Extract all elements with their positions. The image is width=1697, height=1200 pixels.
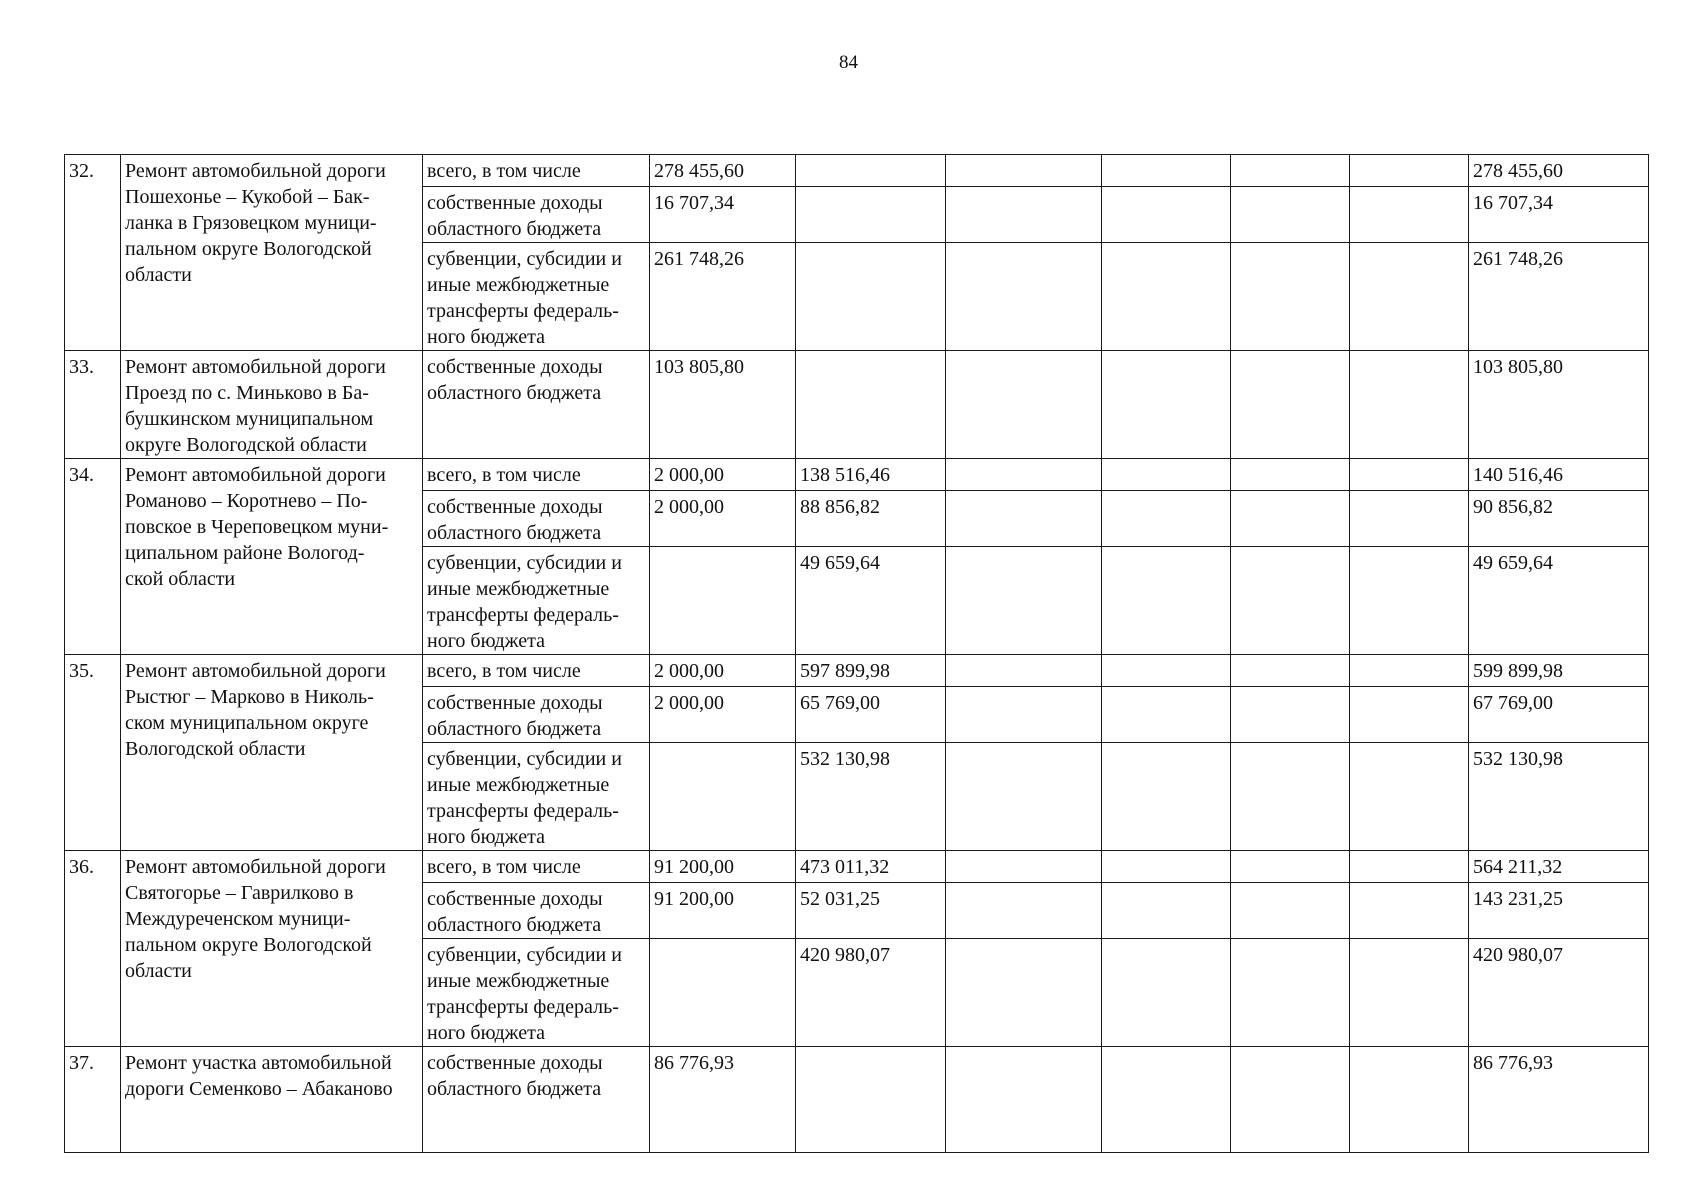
total-amount-cell: 420 980,07 [1469, 939, 1649, 1047]
total-amount-cell: 103 805,80 [1469, 351, 1649, 459]
amount-cell-c3 [946, 155, 1102, 187]
funding-source-cell: всего, в том числе [423, 459, 650, 491]
amount-cell-c1: 2 000,00 [650, 687, 796, 743]
amount-cell-c6 [1350, 851, 1469, 883]
amount-cell-c6 [1350, 155, 1469, 187]
funding-source-cell: субвенции, субсидии и иные межбюджетные трансферты федераль- ного бюджета [423, 939, 650, 1047]
total-amount-cell: 532 130,98 [1469, 743, 1649, 851]
amount-cell-c6 [1350, 547, 1469, 655]
amount-cell-c2 [796, 187, 946, 243]
object-description-cell: Ремонт автомобильной дороги Святогорье – Гаврилково в Междуреченском муници- пальном округе Вологодской области [121, 851, 423, 1047]
amount-cell-c3 [946, 939, 1102, 1047]
total-amount-cell: 90 856,82 [1469, 491, 1649, 547]
funding-source-cell: всего, в том числе [423, 155, 650, 187]
amount-cell-c5 [1231, 851, 1350, 883]
total-amount-cell: 599 899,98 [1469, 655, 1649, 687]
amount-cell-c4 [1102, 243, 1231, 351]
funding-source-cell: собственные доходы областного бюджета [423, 187, 650, 243]
total-amount-cell: 564 211,32 [1469, 851, 1649, 883]
total-amount-cell: 16 707,34 [1469, 187, 1649, 243]
amount-cell-c6 [1350, 351, 1469, 459]
table-row [65, 155, 1649, 187]
amount-cell-c5 [1231, 491, 1350, 547]
amount-cell-c1: 86 776,93 [650, 1047, 796, 1153]
budget-table [64, 154, 1649, 1153]
amount-cell-c6 [1350, 743, 1469, 851]
amount-cell-c5 [1231, 655, 1350, 687]
amount-cell-c3 [946, 187, 1102, 243]
row-number-cell: 32. [65, 155, 121, 351]
funding-source-cell: собственные доходы областного бюджета [423, 687, 650, 743]
amount-cell-c4 [1102, 459, 1231, 491]
amount-cell-c1: 16 707,34 [650, 187, 796, 243]
amount-cell-c6 [1350, 655, 1469, 687]
funding-source-cell: собственные доходы областного бюджета [423, 491, 650, 547]
amount-cell-c4 [1102, 851, 1231, 883]
total-amount-cell: 278 455,60 [1469, 155, 1649, 187]
amount-cell-c6 [1350, 491, 1469, 547]
row-number-cell: 35. [65, 655, 121, 851]
amount-cell-c3 [946, 851, 1102, 883]
total-amount-cell: 261 748,26 [1469, 243, 1649, 351]
amount-cell-c1: 2 000,00 [650, 655, 796, 687]
amount-cell-c1: 2 000,00 [650, 491, 796, 547]
amount-cell-c5 [1231, 687, 1350, 743]
amount-cell-c3 [946, 243, 1102, 351]
object-description-cell: Ремонт участка автомобильной дороги Семенково – Абаканово [121, 1047, 423, 1153]
funding-source-cell: собственные доходы областного бюджета [423, 1047, 650, 1153]
amount-cell-c5 [1231, 155, 1350, 187]
amount-cell-c1 [650, 939, 796, 1047]
amount-cell-c1: 2 000,00 [650, 459, 796, 491]
amount-cell-c3 [946, 351, 1102, 459]
amount-cell-c2: 65 769,00 [796, 687, 946, 743]
table-row [65, 655, 1649, 687]
amount-cell-c4 [1102, 687, 1231, 743]
amount-cell-c4 [1102, 155, 1231, 187]
amount-cell-c5 [1231, 351, 1350, 459]
amount-cell-c1: 261 748,26 [650, 243, 796, 351]
row-number-cell: 36. [65, 851, 121, 1047]
amount-cell-c6 [1350, 459, 1469, 491]
total-amount-cell: 143 231,25 [1469, 883, 1649, 939]
amount-cell-c2 [796, 243, 946, 351]
amount-cell-c3 [946, 687, 1102, 743]
object-description-cell: Ремонт автомобильной дороги Романово – Коротнево – По- повское в Череповецком муни- ципальном районе Вологод- ской области [121, 459, 423, 655]
amount-cell-c5 [1231, 883, 1350, 939]
total-amount-cell: 49 659,64 [1469, 547, 1649, 655]
amount-cell-c2 [796, 1047, 946, 1153]
funding-source-cell: всего, в том числе [423, 851, 650, 883]
amount-cell-c2: 138 516,46 [796, 459, 946, 491]
funding-source-cell: субвенции, субсидии и иные межбюджетные трансферты федераль- ного бюджета [423, 743, 650, 851]
amount-cell-c2: 473 011,32 [796, 851, 946, 883]
amount-cell-c6 [1350, 243, 1469, 351]
amount-cell-c4 [1102, 939, 1231, 1047]
amount-cell-c2: 532 130,98 [796, 743, 946, 851]
funding-source-cell: всего, в том числе [423, 655, 650, 687]
total-amount-cell: 67 769,00 [1469, 687, 1649, 743]
total-amount-cell: 140 516,46 [1469, 459, 1649, 491]
page-number: 84 [839, 52, 858, 73]
amount-cell-c2: 88 856,82 [796, 491, 946, 547]
amount-cell-c1 [650, 547, 796, 655]
row-number-cell: 34. [65, 459, 121, 655]
funding-source-cell: собственные доходы областного бюджета [423, 351, 650, 459]
amount-cell-c4 [1102, 491, 1231, 547]
amount-cell-c6 [1350, 187, 1469, 243]
amount-cell-c5 [1231, 547, 1350, 655]
amount-cell-c6 [1350, 939, 1469, 1047]
amount-cell-c2 [796, 351, 946, 459]
amount-cell-c4 [1102, 351, 1231, 459]
amount-cell-c1: 91 200,00 [650, 883, 796, 939]
amount-cell-c1 [650, 743, 796, 851]
amount-cell-c3 [946, 547, 1102, 655]
amount-cell-c5 [1231, 743, 1350, 851]
amount-cell-c3 [946, 883, 1102, 939]
amount-cell-c6 [1350, 1047, 1469, 1153]
amount-cell-c5 [1231, 1047, 1350, 1153]
amount-cell-c5 [1231, 939, 1350, 1047]
amount-cell-c2: 52 031,25 [796, 883, 946, 939]
amount-cell-c2 [796, 155, 946, 187]
amount-cell-c3 [946, 1047, 1102, 1153]
amount-cell-c3 [946, 459, 1102, 491]
amount-cell-c4 [1102, 883, 1231, 939]
row-number-cell: 37. [65, 1047, 121, 1153]
amount-cell-c3 [946, 491, 1102, 547]
amount-cell-c5 [1231, 459, 1350, 491]
amount-cell-c6 [1350, 883, 1469, 939]
total-amount-cell: 86 776,93 [1469, 1047, 1649, 1153]
amount-cell-c4 [1102, 547, 1231, 655]
amount-cell-c4 [1102, 655, 1231, 687]
amount-cell-c4 [1102, 1047, 1231, 1153]
funding-source-cell: субвенции, субсидии и иные межбюджетные трансферты федераль- ного бюджета [423, 547, 650, 655]
table-row [65, 351, 1649, 459]
object-description-cell: Ремонт автомобильной дороги Рыстюг – Марково в Николь- ском муниципальном округе Вологодской области [121, 655, 423, 851]
row-number-cell: 33. [65, 351, 121, 459]
table-row [65, 459, 1649, 491]
amount-cell-c1: 91 200,00 [650, 851, 796, 883]
amount-cell-c1: 103 805,80 [650, 351, 796, 459]
amount-cell-c4 [1102, 187, 1231, 243]
amount-cell-c5 [1231, 187, 1350, 243]
amount-cell-c3 [946, 655, 1102, 687]
object-description-cell: Ремонт автомобильной дороги Пошехонье – Кукобой – Бак- ланка в Грязовецком муници- пальном округе Вологодской области [121, 155, 423, 351]
amount-cell-c3 [946, 743, 1102, 851]
funding-source-cell: субвенции, субсидии и иные межбюджетные трансферты федераль- ного бюджета [423, 243, 650, 351]
amount-cell-c2: 420 980,07 [796, 939, 946, 1047]
table-row [65, 851, 1649, 883]
object-description-cell: Ремонт автомобильной дороги Проезд по с. Миньково в Ба- бушкинском муниципальном округе Вологодской области [121, 351, 423, 459]
table-row [65, 1047, 1649, 1153]
amount-cell-c1: 278 455,60 [650, 155, 796, 187]
amount-cell-c5 [1231, 243, 1350, 351]
amount-cell-c6 [1350, 687, 1469, 743]
funding-source-cell: собственные доходы областного бюджета [423, 883, 650, 939]
amount-cell-c2: 49 659,64 [796, 547, 946, 655]
amount-cell-c4 [1102, 743, 1231, 851]
amount-cell-c2: 597 899,98 [796, 655, 946, 687]
